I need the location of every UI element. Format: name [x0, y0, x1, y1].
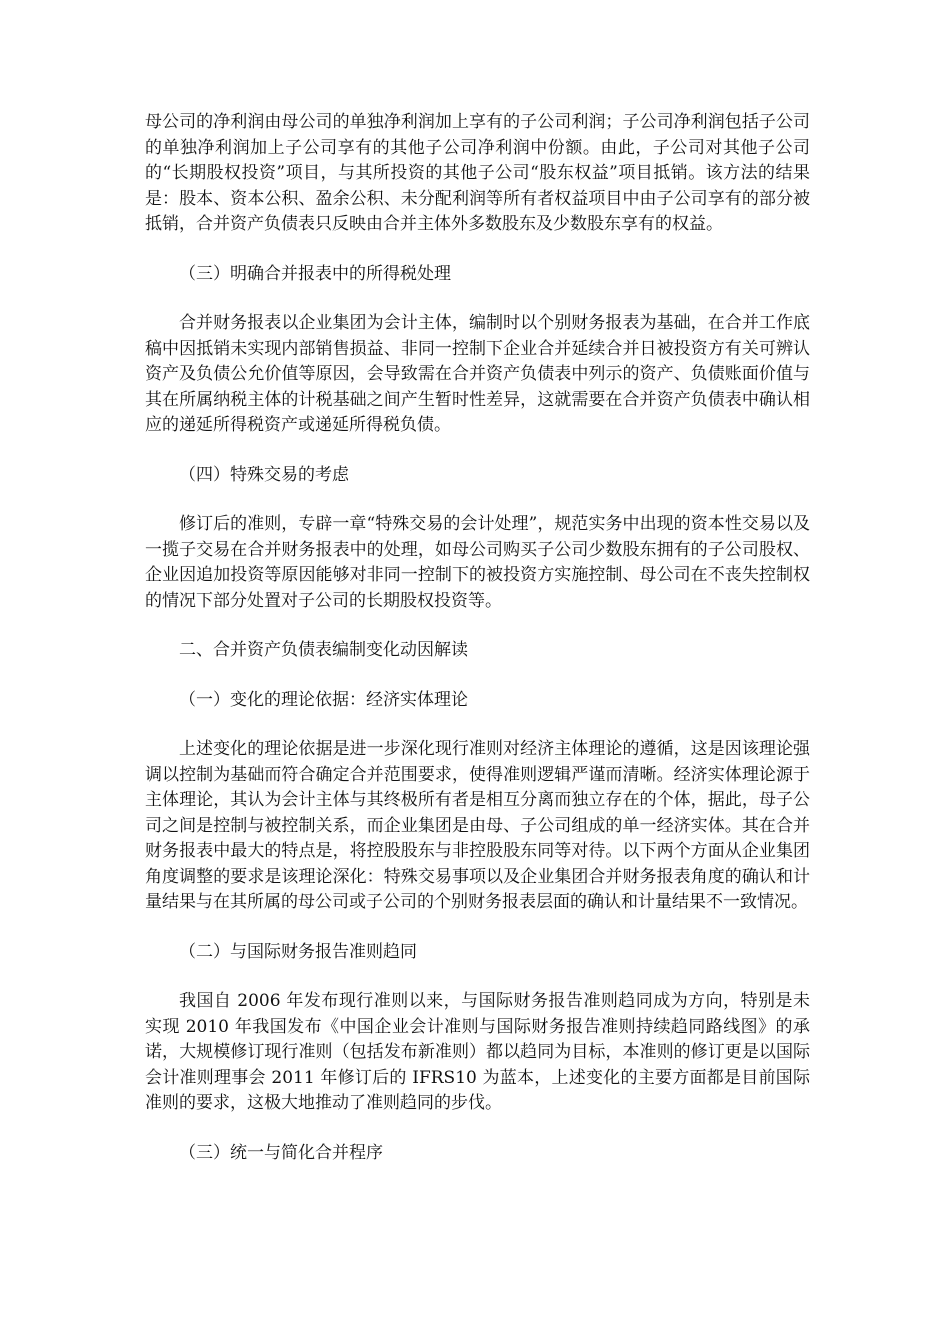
section-heading: （三）明确合并报表中的所得税处理 — [179, 263, 451, 284]
paragraph: 我国自 2006 年发布现行准则以来，与国际财务报告准则趋同成为方向，特别是未实现 2010 年我国发布《中国企业会计准则与国际财务报告准则持续趋同路线图》的承诺，大规模修订现行准则（包括发布新准则）都以趋同为目标，本准则的修订更是以国际会计准则理事会 2011 年修订后的 IFRS10 为蓝本，上述变化的主要方面都是目前国际准则的要求，这极大地推动了准则趋同的步伐。 — [145, 991, 810, 1113]
section-heading: （三）统一与简化合并程序 — [179, 1142, 383, 1163]
paragraph: 上述变化的理论依据是进一步深化现行准则对经济主体理论的遵循，这是因该理论强调以控制为基础而符合确定合并范围要求，使得准则逻辑严谨而清晰。经济实体理论源于主体理论，其认为会计主体与其终极所有者是相互分离而独立存在的个体，据此，母子公司之间是控制与被控制关系，而企业集团是由母、子公司组成的单一经济实体。其在合并财务报表中最大的特点是，将控股股东与非控股股东同等对待。以下两个方面从企业集团角度调整的要求是该理论深化：特殊交易事项以及企业集团合并财务报表角度的确认和计量结果与在其所属的母公司或子公司的个别财务报表层面的确认和计量结果不一致情况。 — [145, 739, 810, 912]
section-heading: （四）特殊交易的考虑 — [179, 464, 349, 485]
section-heading: （一）变化的理论依据：经济实体理论 — [179, 689, 468, 710]
paragraph: 母公司的净利润由母公司的单独净利润加上享有的子公司利润；子公司净利润包括子公司的单独净利润加上子公司享有的其他子公司净利润中份额。由此，子公司对其他子公司的“长期股权投资”项目，与其所投资的其他子公司“股东权益”项目抵销。该方法的结果是：股本、资本公积、盈余公积、未分配利润等所有者权益项目中由子公司享有的部分被抵销，合并资产负债表只反映由合并主体外多数股东及少数股东享有的权益。 — [145, 112, 810, 234]
document-body — [145, 110, 810, 1166]
chapter-heading: 二、合并资产负债表编制变化动因解读 — [179, 640, 468, 660]
paragraph: 合并财务报表以企业集团为会计主体，编制时以个别财务报表为基础，在合并工作底稿中因抵销未实现内部销售损益、非同一控制下企业合并延续合并日被投资方有关可辨认资产及负债公允价值等原因，会导致需在合并资产负债表中列示的资产、负债账面价值与其在所属纳税主体的计税基础之间产生暂时性差异，这就需要在合并资产负债表中确认相应的递延所得税资产或递延所得税负债。 — [145, 313, 810, 435]
paragraph: 修订后的准则，专辟一章“特殊交易的会计处理”，规范实务中出现的资本性交易以及一揽子交易在合并财务报表中的处理，如母公司购买子公司少数股东拥有的子公司股权、企业因追加投资等原因能够对非同一控制下的被投资方实施控制、母公司在不丧失控制权的情况下部分处置对子公司的长期股权投资等。 — [145, 514, 810, 611]
section-heading: （二）与国际财务报告准则趋同 — [179, 941, 417, 962]
